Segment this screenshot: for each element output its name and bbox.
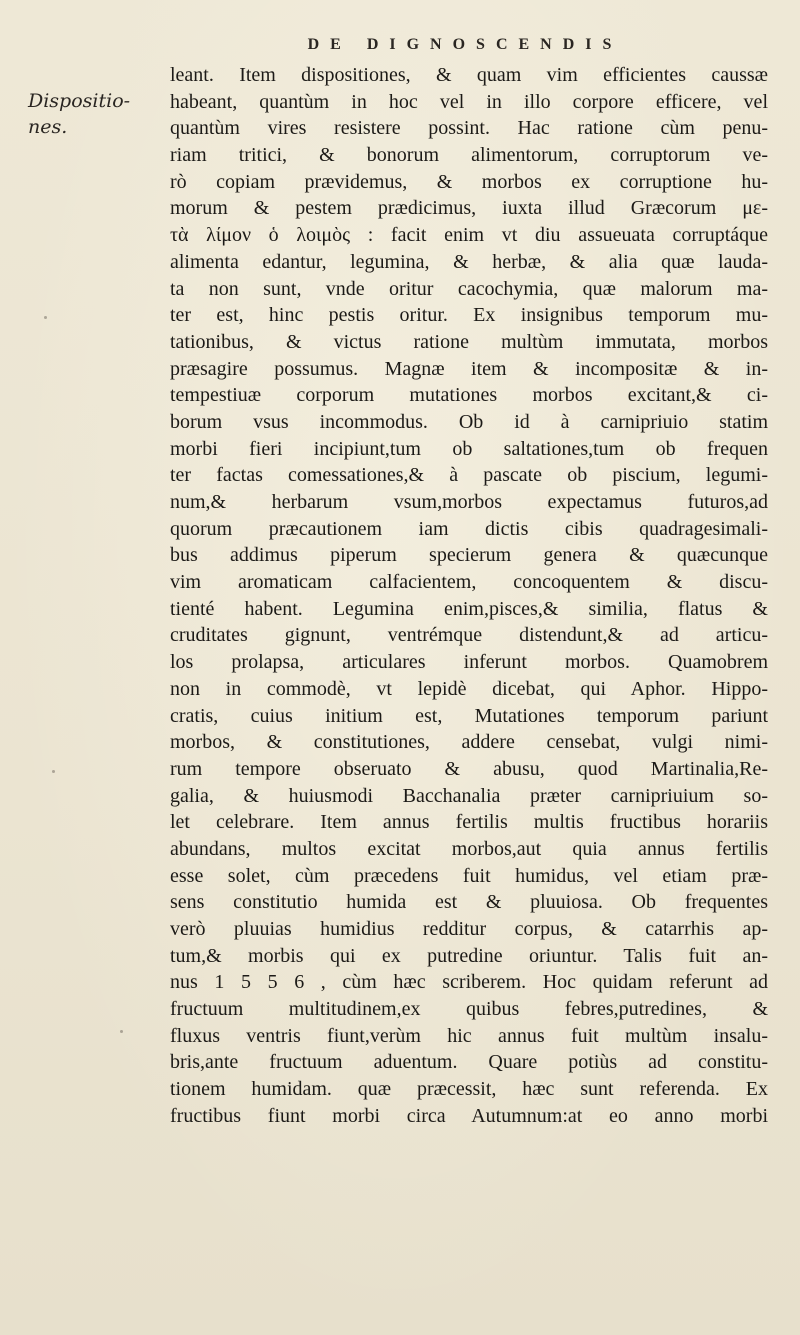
text-line: morum & pestem prædicimus, iuxta illud Græcorum με- bbox=[170, 197, 768, 220]
text-line: ter est, hinc pestis oritur. Ex insignibus temporum mu- bbox=[170, 304, 768, 327]
margin-note-line: Dispositio- bbox=[28, 90, 131, 112]
margin-note bbox=[28, 88, 148, 140]
text-line: tationibus, & victus ratione multùm immutata, morbos bbox=[170, 330, 768, 353]
text-line: leant. Item dispositiones, & quam vim efficientes caussæ bbox=[170, 64, 768, 86]
text-line: tienté habent. Legumina enim,pisces,& similia, flatus & bbox=[170, 597, 768, 620]
text-line: let celebrare. Item annus fertilis multis fructibus horariis bbox=[170, 811, 768, 834]
text-line: num,& herbarum vsum,morbos expectamus futuros,ad bbox=[170, 491, 768, 513]
text-line: bris,ante fructuum aduentum. Quare potiùs ad constitu- bbox=[170, 1051, 768, 1074]
text-line: los prolapsa, articulares inferunt morbos. Quamobrem bbox=[170, 651, 768, 674]
text-line: quantùm vires resistere possint. Hac ratione cùm penu- bbox=[170, 117, 768, 140]
paper-speck bbox=[52, 770, 55, 773]
text-line: esse solet, cùm præcedens fuit humidus, vel etiam præ- bbox=[170, 864, 768, 887]
text-line: verò pluuias humidius redditur corpus, & catarrhis ap- bbox=[170, 918, 768, 940]
text-line: tionem humidam. quæ præcessit, hæc sunt referenda. Ex bbox=[170, 1078, 768, 1101]
text-line: ter factas comessationes,& à pascate ob piscium, legumi- bbox=[170, 464, 768, 487]
text-line: tum,& morbis qui ex putredine oriuntur. Talis fuit an- bbox=[170, 944, 768, 967]
paper-speck bbox=[44, 316, 47, 319]
text-line: sens constitutio humida est & pluuiosa. Ob frequentes bbox=[170, 891, 768, 914]
text-line: bus addimus piperum specierum genera & quæcunque bbox=[170, 544, 768, 567]
text-line: galia, & huiusmodi Bacchanalia præter carnipriuium so- bbox=[170, 784, 768, 807]
text-line: nus 1 5 5 6 , cùm hæc scriberem. Hoc quidam referunt ad bbox=[170, 971, 768, 994]
text-line: borum vsus incommodus. Ob id à carnipriuio statim bbox=[170, 410, 768, 433]
text-line: τὰ λίμον ὁ λοιμὸς : facit enim vt diu assueuata corruptáque bbox=[170, 224, 768, 247]
text-line: tempestiuæ corporum mutationes morbos excitant,& ci- bbox=[170, 384, 768, 407]
text-line: fluxus ventris fiunt,verùm hic annus fuit multùm insalu- bbox=[170, 1024, 768, 1047]
text-line: quorum præcautionem iam dictis cibis quadragesimali- bbox=[170, 517, 768, 540]
text-line: fructuum multitudinem,ex quibus febres,putredines, & bbox=[170, 998, 768, 1021]
text-line: morbi fieri incipiunt,tum ob saltationes,tum ob frequen bbox=[170, 437, 768, 460]
text-line: habeant, quantùm in hoc vel in illo corpore efficere, vel bbox=[170, 90, 768, 113]
margin-note-line: nes. bbox=[28, 116, 68, 138]
text-line: alimenta edantur, legumina, & herbæ, & alia quæ lauda- bbox=[170, 250, 768, 273]
text-line: abundans, multos excitat morbos,aut quia annus fertilis bbox=[170, 837, 768, 860]
paper-speck bbox=[120, 1030, 123, 1033]
text-line: riam tritici, & bonorum alimentorum, corruptorum ve- bbox=[170, 144, 768, 167]
running-head: DE DIGNOSCENDIS bbox=[307, 36, 623, 53]
text-line: morbos, & constitutiones, addere censebat, vulgi nimi- bbox=[170, 731, 768, 754]
text-line: rò copiam prævidemus, & morbos ex corruptione hu- bbox=[170, 170, 768, 193]
text-line: cruditates gignunt, ventrémque distendunt,& ad articu- bbox=[170, 624, 768, 647]
body-text bbox=[170, 62, 768, 1130]
text-line: rum tempore obseruato & abusu, quod Martinalia,Re- bbox=[170, 757, 768, 780]
text-line: non in commodè, vt lepidè dicebat, qui Aphor. Hippo- bbox=[170, 677, 768, 700]
text-line: præsagire possumus. Magnæ item & incompositæ & in- bbox=[170, 357, 768, 380]
text-line: cratis, cuius initium est, Mutationes temporum pariunt bbox=[170, 704, 768, 727]
text-line: vim aromaticam calfacientem, concoquentem & discu- bbox=[170, 571, 768, 594]
text-line: ta non sunt, vnde oritur cacochymia, quæ malorum ma- bbox=[170, 277, 768, 300]
text-line: fructibus fiunt morbi circa Autumnum:at eo anno morbi bbox=[170, 1104, 768, 1127]
